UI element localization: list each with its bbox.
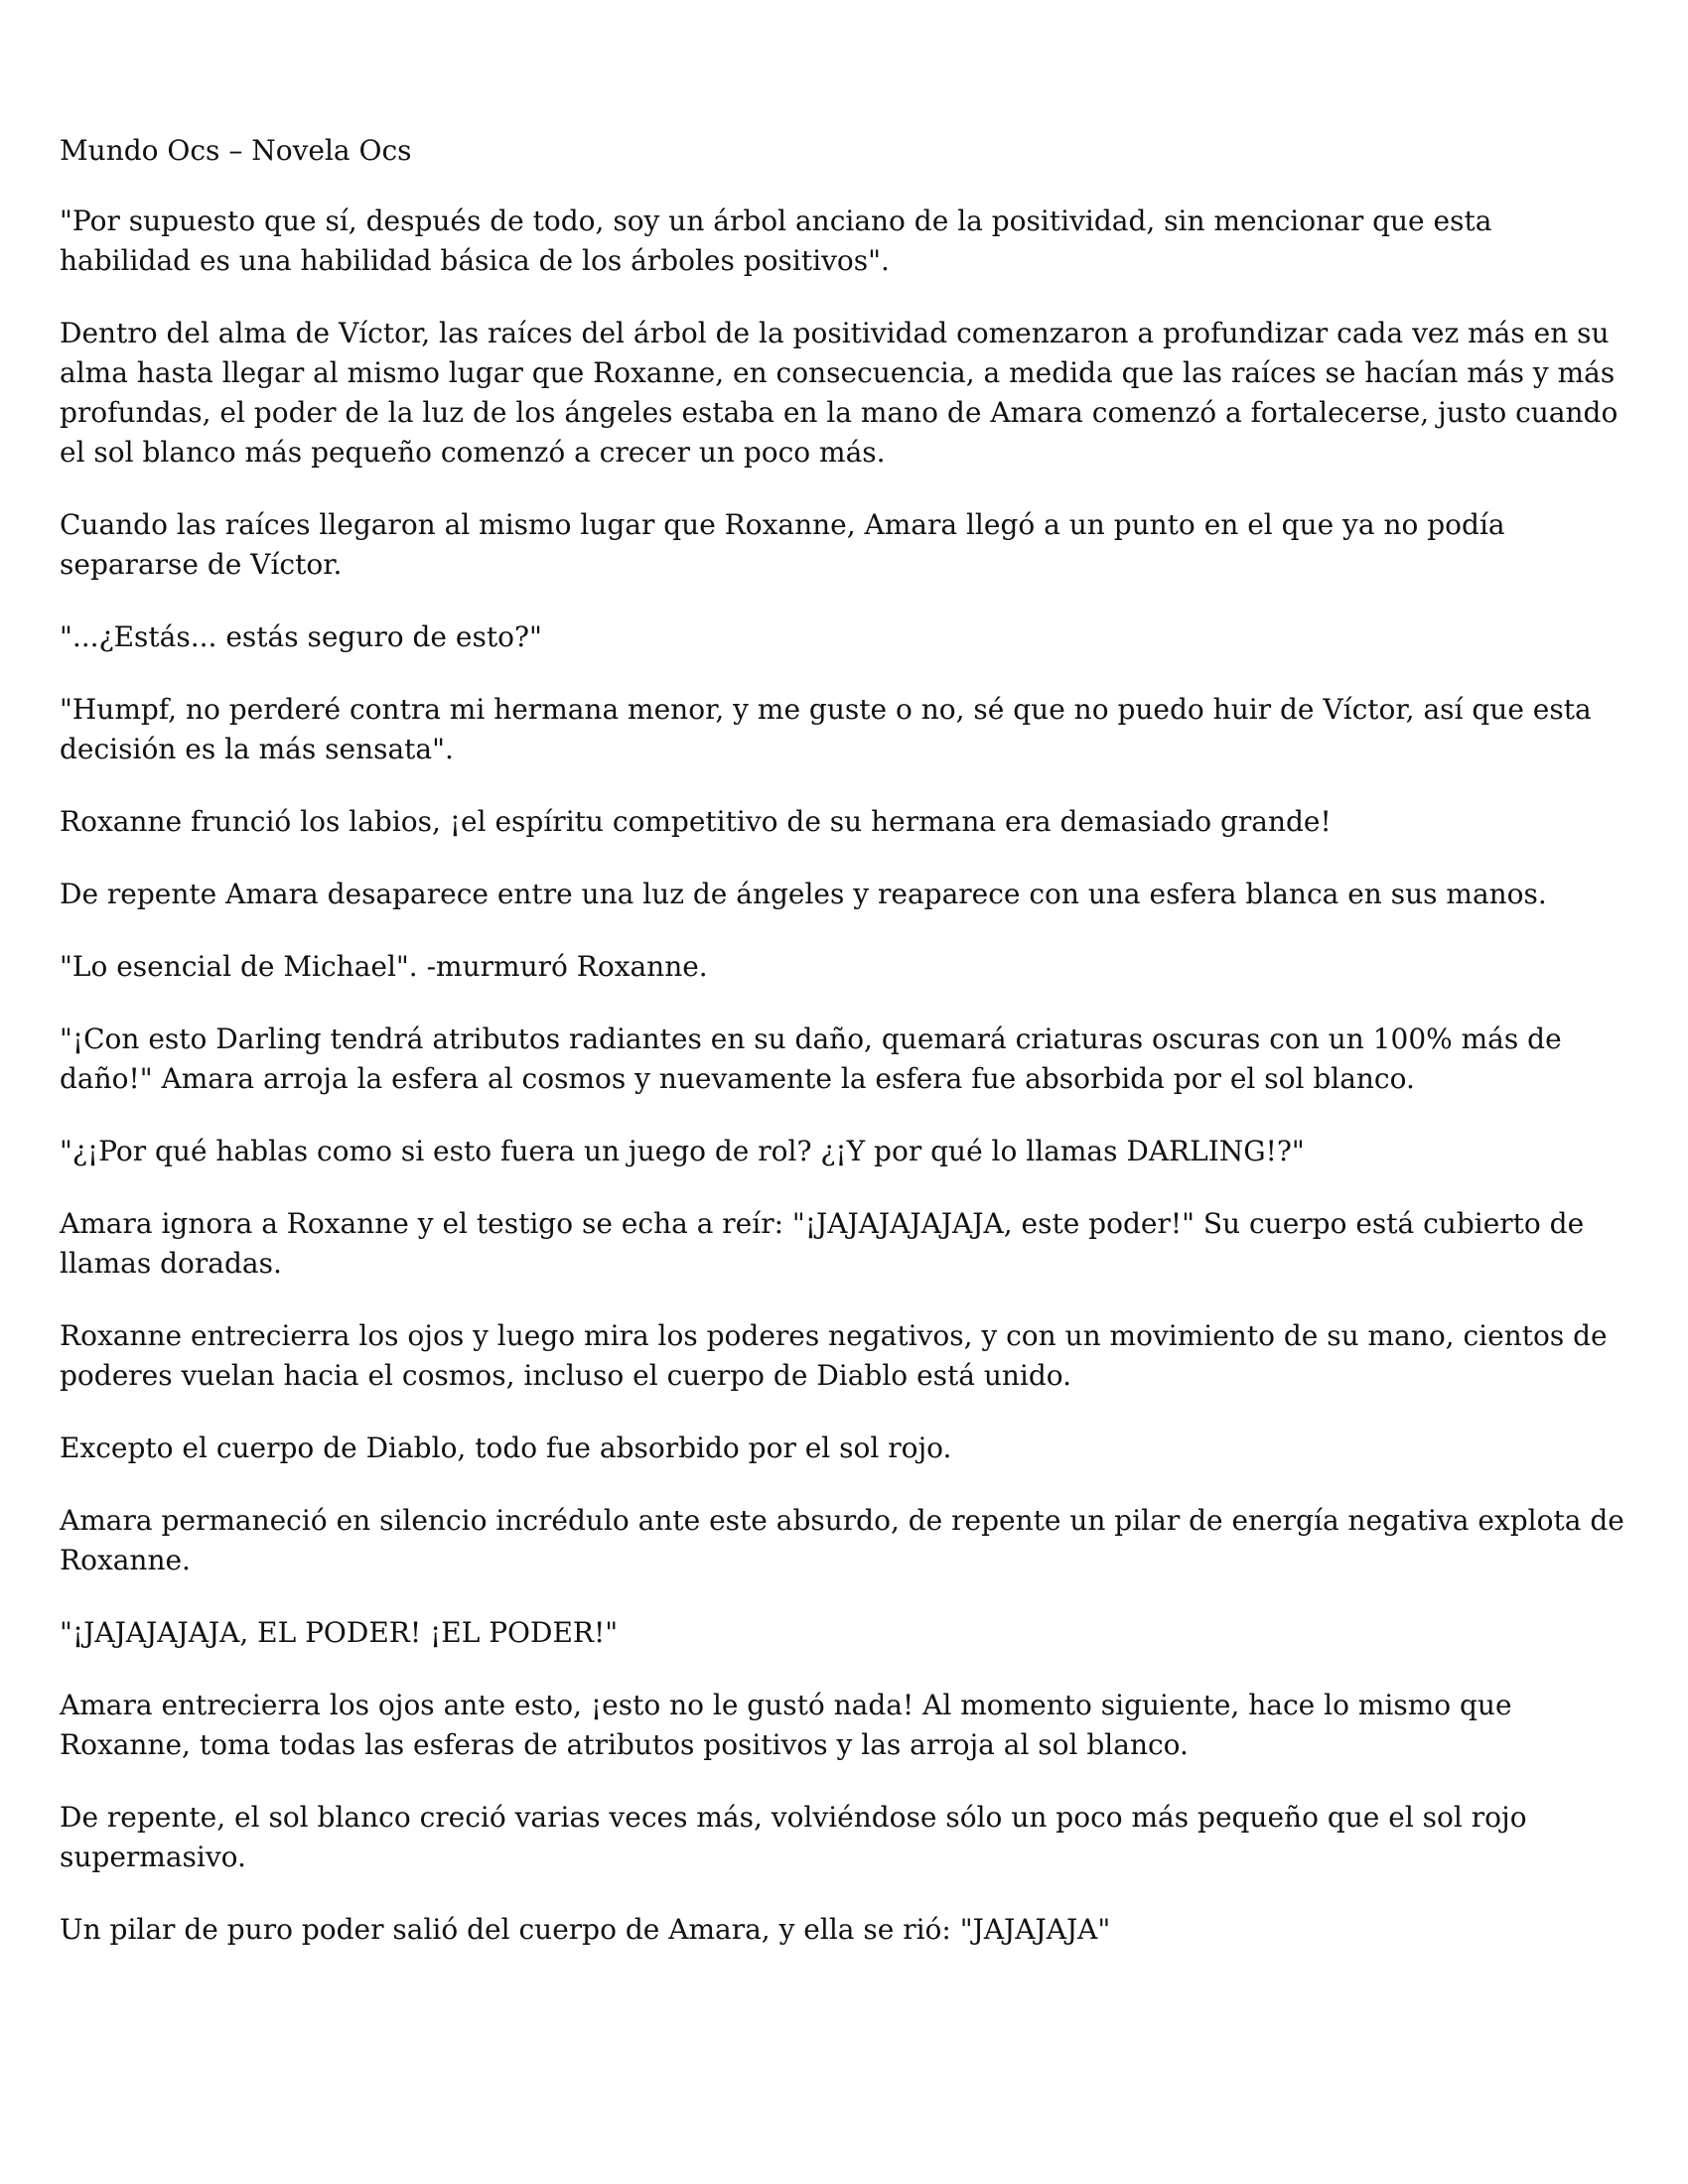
paragraph: De repente Amara desaparece entre una luz de ángeles y reaparece con una esfera blanca en sus manos. (60, 878, 1547, 910)
paragraph: Excepto el cuerpo de Diablo, todo fue absorbido por el sol rojo. (60, 1432, 952, 1464)
paragraph: "¿¡Por qué hablas como si esto fuera un juego de rol? ¿¡Y por qué lo llamas DARLING!?" (60, 1135, 1305, 1167)
document-header: Mundo Ocs – Novela Ocs (60, 134, 412, 167)
paragraph: Un pilar de puro poder salió del cuerpo de Amara, y ella se rió: "JAJAJAJA" (60, 1913, 1111, 1946)
paragraph: Roxanne entrecierra los ojos y luego mira los poderes negativos, y con un movimiento de su mano, cientos de poderes vuelan hacia el cosmos, incluso el cuerpo de Diablo está unido. (60, 1319, 1608, 1392)
paragraph: "¡Con esto Darling tendrá atributos radiantes en su daño, quemará criaturas oscuras con un 100% más de daño!" Amara arroja la esfera al cosmos y nuevamente la esfera fue absorbida por el sol blanco. (60, 1023, 1562, 1095)
paragraph: Cuando las raíces llegaron al mismo lugar que Roxanne, Amara llegó a un punto en el que ya no podía separarse de Víctor. (60, 508, 1505, 581)
paragraph: "¡JAJAJAJAJA, EL PODER! ¡EL PODER!" (60, 1616, 619, 1649)
paragraph: Amara permaneció en silencio incrédulo ante este absurdo, de repente un pilar de energía negativa explota de Roxanne. (60, 1504, 1624, 1576)
paragraph: "Lo esencial de Michael". -murmuró Roxanne. (60, 950, 708, 983)
paragraph: Amara ignora a Roxanne y el testigo se echa a reír: "¡JAJAJAJAJAJA, este poder!" Su cuerpo está cubierto de llamas doradas. (60, 1207, 1585, 1280)
paragraph: "Por supuesto que sí, después de todo, soy un árbol anciano de la positividad, sin mencionar que esta habilidad es una habilidad básica de los árboles positivos". (60, 205, 1492, 277)
paragraph: De repente, el sol blanco creció varias veces más, volviéndose sólo un poco más pequeño que el sol rojo supermasivo. (60, 1801, 1527, 1873)
paragraph: "Humpf, no perderé contra mi hermana menor, y me guste o no, sé que no puedo huir de Víctor, así que esta decisión es la más sensata". (60, 693, 1592, 765)
paragraph: Amara entrecierra los ojos ante esto, ¡esto no le gustó nada! Al momento siguiente, hace lo mismo que Roxanne, toma todas las esferas de atributos positivos y las arroja al sol blanco. (60, 1689, 1512, 1761)
paragraph: Roxanne frunció los labios, ¡el espíritu competitivo de su hermana era demasiado grande! (60, 805, 1332, 838)
paragraph: Dentro del alma de Víctor, las raíces del árbol de la positividad comenzaron a profundizar cada vez más en su alma hasta llegar al mismo lugar que Roxanne, en consecuencia, a medida que las raíces se hacían más y más profundas, el poder de la luz de los ángeles estaba en la mano de Amara comenzó a fortalecerse, justo cuando el sol blanco más pequeño comenzó a crecer un poco más. (60, 317, 1618, 469)
document-body (60, 202, 1628, 1950)
paragraph: "...¿Estás... estás seguro de esto?" (60, 620, 542, 653)
